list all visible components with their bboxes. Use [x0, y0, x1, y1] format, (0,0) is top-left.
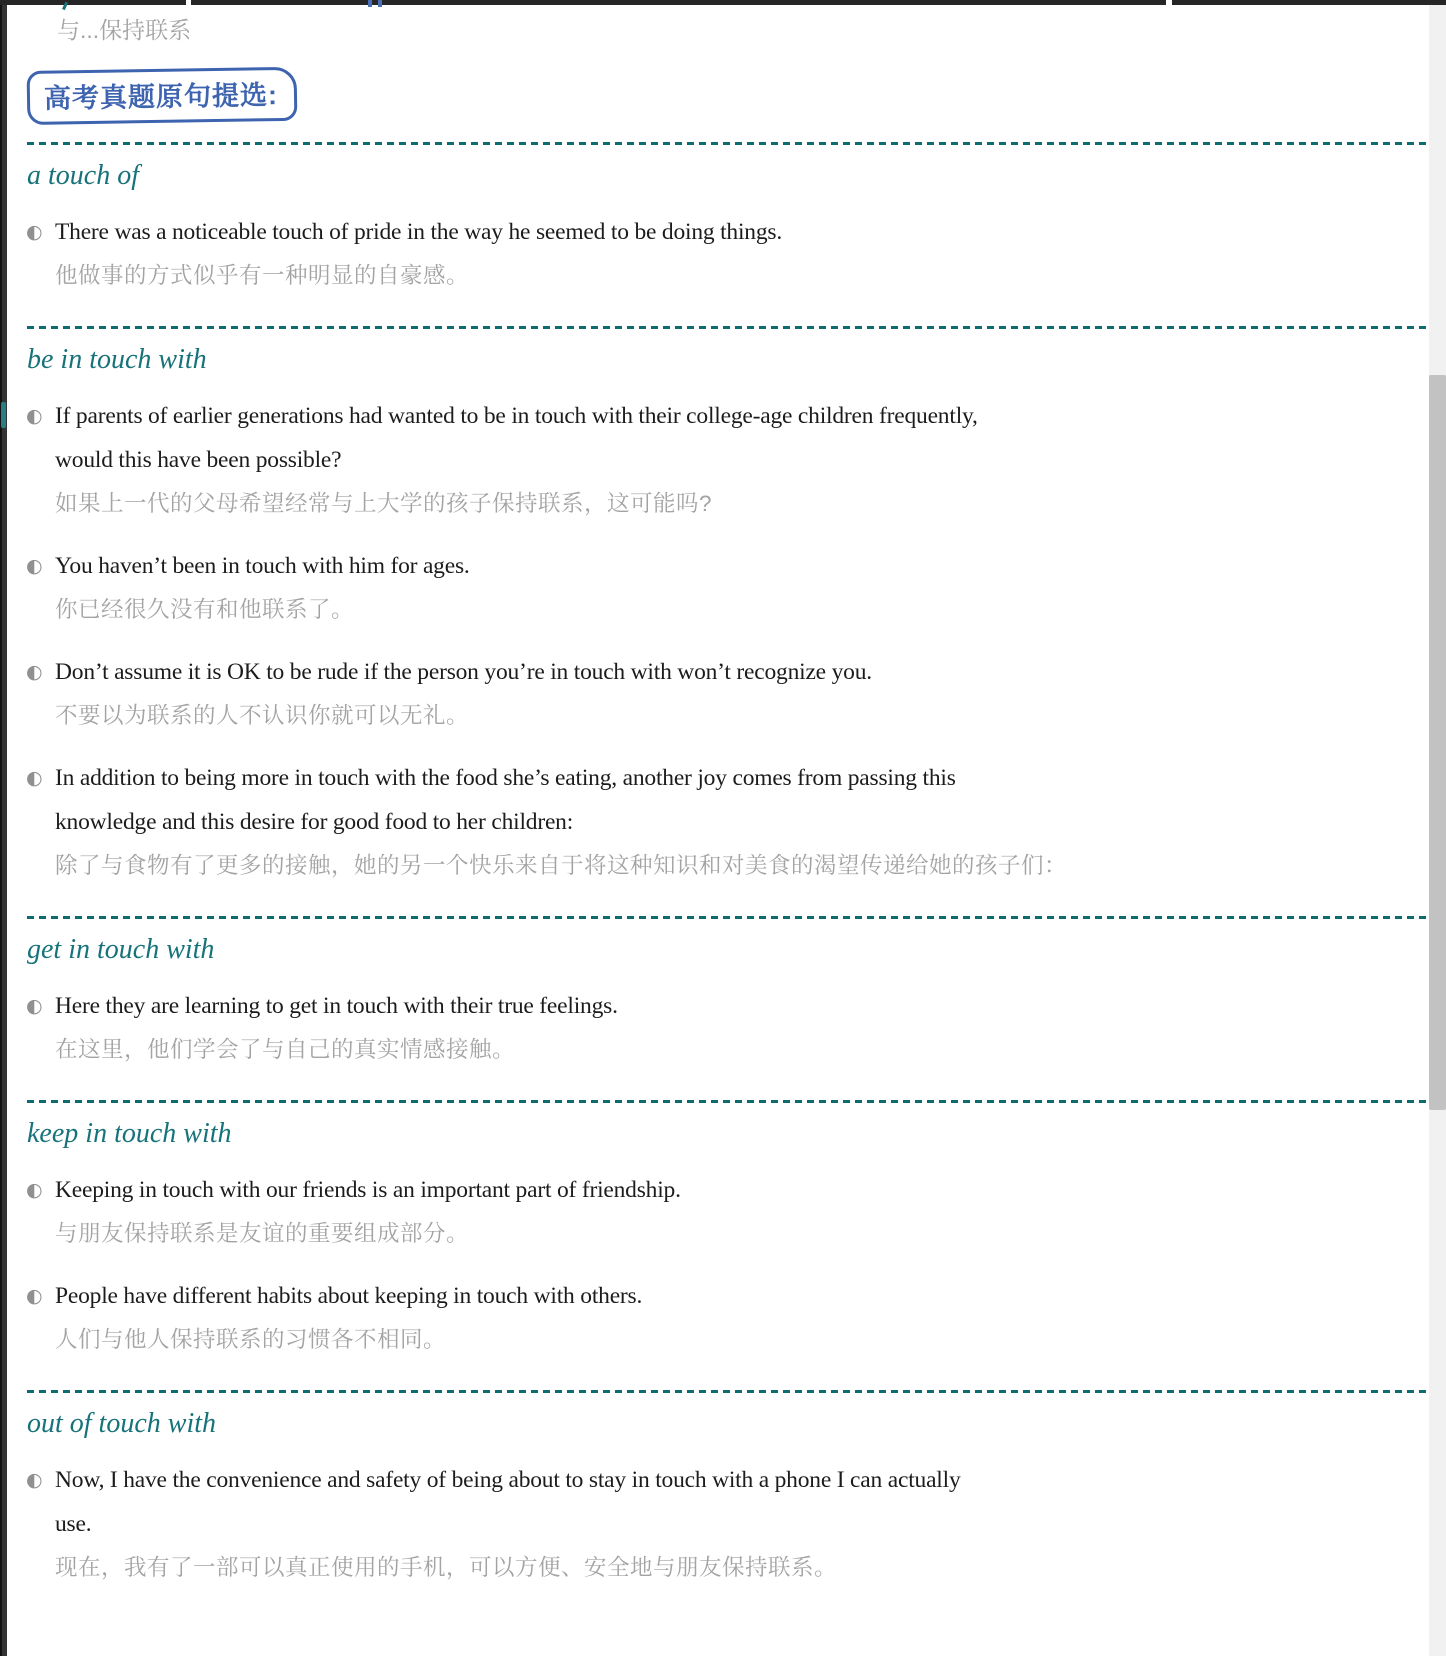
chinese-translation: 在这里，他们学会了与自己的真实情感接触。	[55, 1037, 516, 1062]
top-edge-notch	[1166, 0, 1172, 5]
english-sentence-line	[26, 650, 1429, 694]
example-entry	[27, 394, 1429, 526]
english-sentence-text: Keeping in touch with our friends is an important part of friendship.	[55, 1177, 681, 1203]
phrase-translation-partial: 与...保持联系	[57, 17, 192, 43]
english-sentence-text: Now, I have the convenience and safety of being about to stay in touch with a phone I can actually	[55, 1467, 961, 1493]
phrase-section	[27, 916, 1429, 1072]
english-sentence-line	[26, 210, 1429, 254]
sections	[27, 142, 1429, 1590]
example-entry	[27, 984, 1429, 1072]
chinese-translation: 与朋友保持联系是友谊的重要组成部分。	[55, 1221, 470, 1246]
english-sentence-text: Don’t assume it is OK to be rude if the person you’re in touch with won’t recognize you.	[55, 659, 872, 685]
chinese-translation: 你已经很久没有和他联系了。	[55, 597, 355, 622]
half-circle-bullet-icon: ◐	[26, 1179, 43, 1201]
english-sentence-text: knowledge and this desire for good food to her children:	[55, 809, 574, 835]
chinese-translation: 除了与食物有了更多的接触，她的另一个快乐来自于将这种知识和对美食的渴望传递给她的孩子们：	[55, 853, 1068, 878]
phrase-heading: keep in touch with	[27, 1118, 232, 1149]
english-sentence-line	[55, 1502, 1429, 1546]
english-sentence-text: In addition to being more in touch with the food she’s eating, another joy comes from passing this	[55, 765, 956, 791]
dashed-divider	[27, 1100, 1429, 1103]
half-circle-bullet-icon: ◐	[26, 767, 43, 789]
english-sentence-text: use.	[55, 1511, 92, 1537]
english-sentence-line	[55, 800, 1429, 844]
english-sentence-text: People have different habits about keeping in touch with others.	[55, 1283, 643, 1309]
english-sentence-line	[26, 544, 1429, 588]
document-content	[7, 0, 1429, 1590]
scrollbar-thumb[interactable]	[1429, 375, 1446, 1110]
half-circle-bullet-icon: ◐	[26, 661, 43, 683]
half-circle-bullet-icon: ◐	[26, 221, 43, 243]
phrase-section	[27, 142, 1429, 298]
phrase-section	[27, 1100, 1429, 1362]
left-window-edge	[0, 0, 7, 1656]
chinese-translation: 不要以为联系的人不认识你就可以无礼。	[55, 703, 470, 728]
english-sentence-text: Here they are learning to get in touch with their true feelings.	[55, 993, 618, 1019]
half-circle-bullet-icon: ◐	[26, 405, 43, 427]
phrase-heading: out of touch with	[27, 1408, 216, 1439]
phrase-section	[27, 1390, 1429, 1590]
half-circle-bullet-icon: ◐	[26, 555, 43, 577]
phrase-heading: a touch of	[27, 160, 139, 191]
english-sentence-text: There was a noticeable touch of pride in the way he seemed to be doing things.	[55, 219, 783, 245]
english-sentence-line	[26, 1458, 1429, 1502]
clipped-text-fragment	[1, 402, 6, 428]
gaokao-sentence-badge: 高考真题原句提选:	[27, 67, 298, 125]
english-sentence-line	[26, 984, 1429, 1028]
dashed-divider	[27, 916, 1429, 919]
english-sentence-line	[26, 756, 1429, 800]
phrase-section	[27, 326, 1429, 888]
half-circle-bullet-icon: ◐	[26, 1469, 43, 1491]
half-circle-bullet-icon: ◐	[26, 1285, 43, 1307]
chinese-translation: 现在，我有了一部可以真正使用的手机，可以方便、安全地与朋友保持联系。	[55, 1555, 838, 1580]
english-sentence-line	[26, 1274, 1429, 1318]
example-entry	[27, 756, 1429, 888]
dashed-divider	[27, 142, 1429, 145]
chinese-translation: 人们与他人保持联系的习惯各不相同。	[55, 1327, 447, 1352]
english-sentence-text: would this have been possible?	[55, 447, 342, 473]
example-entry	[27, 1274, 1429, 1362]
english-sentence-line	[55, 438, 1429, 482]
english-sentence-line	[26, 394, 1429, 438]
english-sentence-text: You haven’t been in touch with him for ages.	[55, 553, 470, 579]
phrase-heading: get in touch with	[27, 934, 215, 965]
example-entry	[27, 1168, 1429, 1256]
vertical-scrollbar[interactable]	[1429, 0, 1446, 1656]
chinese-translation: 他做事的方式似乎有一种明显的自豪感。	[55, 263, 470, 288]
example-entry	[27, 650, 1429, 738]
top-edge-notch	[186, 0, 191, 5]
dashed-divider	[27, 326, 1429, 329]
chinese-translation: 如果上一代的父母希望经常与上大学的孩子保持联系，这可能吗?	[55, 491, 713, 516]
english-sentence-line	[26, 1168, 1429, 1212]
half-circle-bullet-icon: ◐	[26, 995, 43, 1017]
example-entry	[27, 210, 1429, 298]
example-entry	[27, 544, 1429, 632]
dashed-divider	[27, 1390, 1429, 1393]
top-window-edge	[0, 0, 1446, 5]
phrase-heading: be in touch with	[27, 344, 207, 375]
clipped-text-fragment	[378, 0, 382, 7]
example-entry	[27, 1458, 1429, 1590]
clipped-text-fragment	[368, 0, 372, 7]
english-sentence-text: If parents of earlier generations had wanted to be in touch with their college-age children frequently,	[55, 403, 978, 429]
